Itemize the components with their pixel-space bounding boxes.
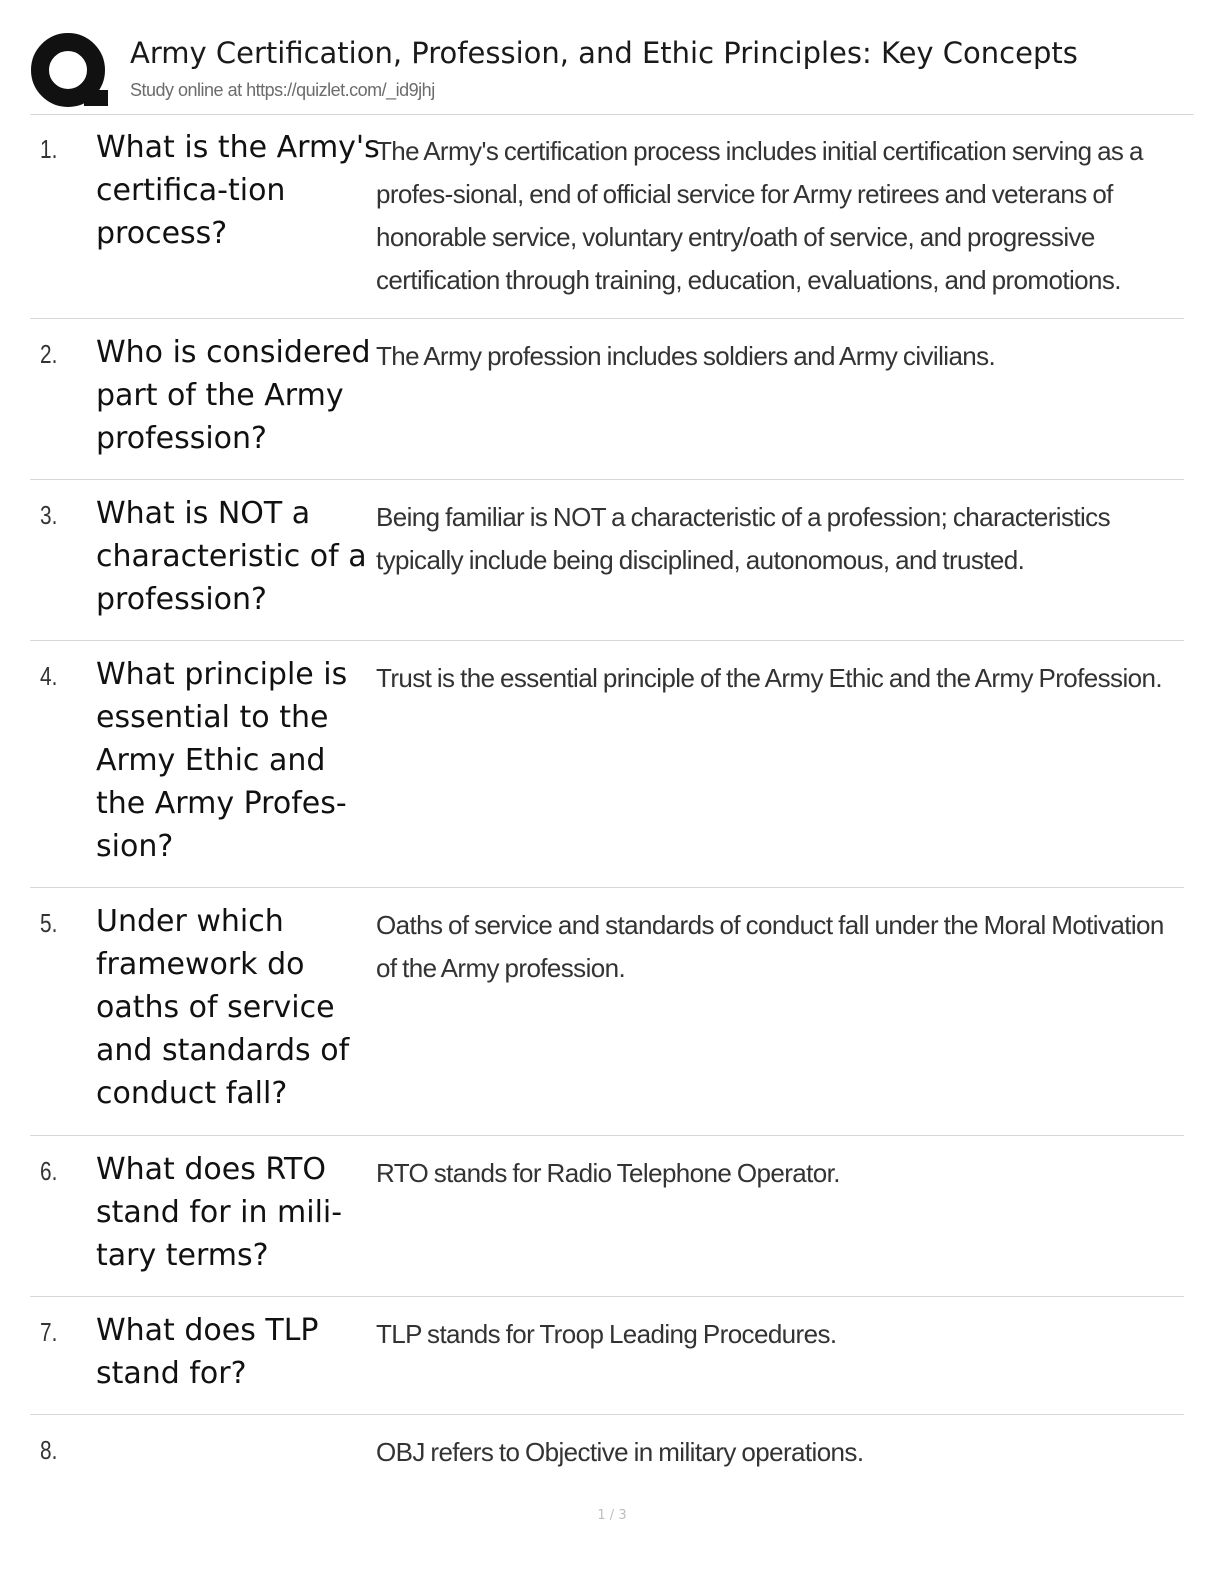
- card-definition: The Army's certification process includes initial certification serving as a profes-sional, end of official service for Army retirees and veterans of honorable service, voluntary entry/oath of service, and progressive certification through training, education, evaluations, and promotions.: [376, 136, 1143, 295]
- card-term: What principle is essential to the Army Ethic and the Army Profes-sion?: [96, 657, 348, 864]
- card-term: Who is considered part of the Army profession?: [96, 335, 371, 456]
- card-number: 8.: [40, 1435, 58, 1465]
- flashcard: [30, 1297, 1184, 1415]
- card-definition: The Army profession includes soldiers and Army civilians.: [376, 341, 996, 371]
- flashcard: [30, 480, 1184, 641]
- study-online-link[interactable]: Study online at https://quizlet.com/_id9jhj: [130, 80, 435, 100]
- flashcard: [30, 888, 1184, 1136]
- flashcard: [30, 1415, 1184, 1495]
- card-definition: TLP stands for Troop Leading Procedures.: [376, 1319, 837, 1349]
- card-number: 6.: [40, 1156, 58, 1186]
- card-number: 7.: [40, 1317, 58, 1347]
- card-term: What is the Army's certifica-tion process?: [96, 130, 380, 251]
- card-number: 5.: [40, 908, 58, 938]
- flashcard-list: [30, 114, 1184, 1495]
- flashcard: [30, 641, 1184, 888]
- card-term: Under which framework do oaths of service and standards of conduct fall?: [96, 904, 350, 1111]
- page-number: 1 / 3: [597, 1508, 627, 1523]
- flashcard: [30, 114, 1184, 319]
- quizlet-q-logo-icon: [30, 32, 110, 112]
- card-definition: Trust is the essential principle of the Army Ethic and the Army Profession.: [376, 663, 1162, 693]
- card-number: 1.: [40, 134, 58, 164]
- page-header: [30, 28, 1194, 115]
- card-number: 2.: [40, 339, 58, 369]
- flashcard: [30, 319, 1184, 480]
- card-term: What does TLP stand for?: [96, 1313, 319, 1391]
- card-definition: OBJ refers to Objective in military operations.: [376, 1437, 864, 1467]
- card-number: 3.: [40, 500, 58, 530]
- page-title: Army Certification, Profession, and Ethic Principles: Key Concepts: [130, 36, 1078, 70]
- card-definition: Being familiar is NOT a characteristic of a profession; characteristics typically include being disciplined, autonomous, and trusted.: [376, 502, 1110, 575]
- card-term: What is NOT a characteristic of a profession?: [96, 496, 367, 617]
- card-number: 4.: [40, 661, 58, 691]
- flashcard: [30, 1136, 1184, 1297]
- card-definition: Oaths of service and standards of conduct fall under the Moral Motivation of the Army profession.: [376, 910, 1164, 983]
- card-definition: RTO stands for Radio Telephone Operator.: [376, 1158, 840, 1188]
- card-term: What does RTO stand for in mili-tary terms?: [96, 1152, 343, 1273]
